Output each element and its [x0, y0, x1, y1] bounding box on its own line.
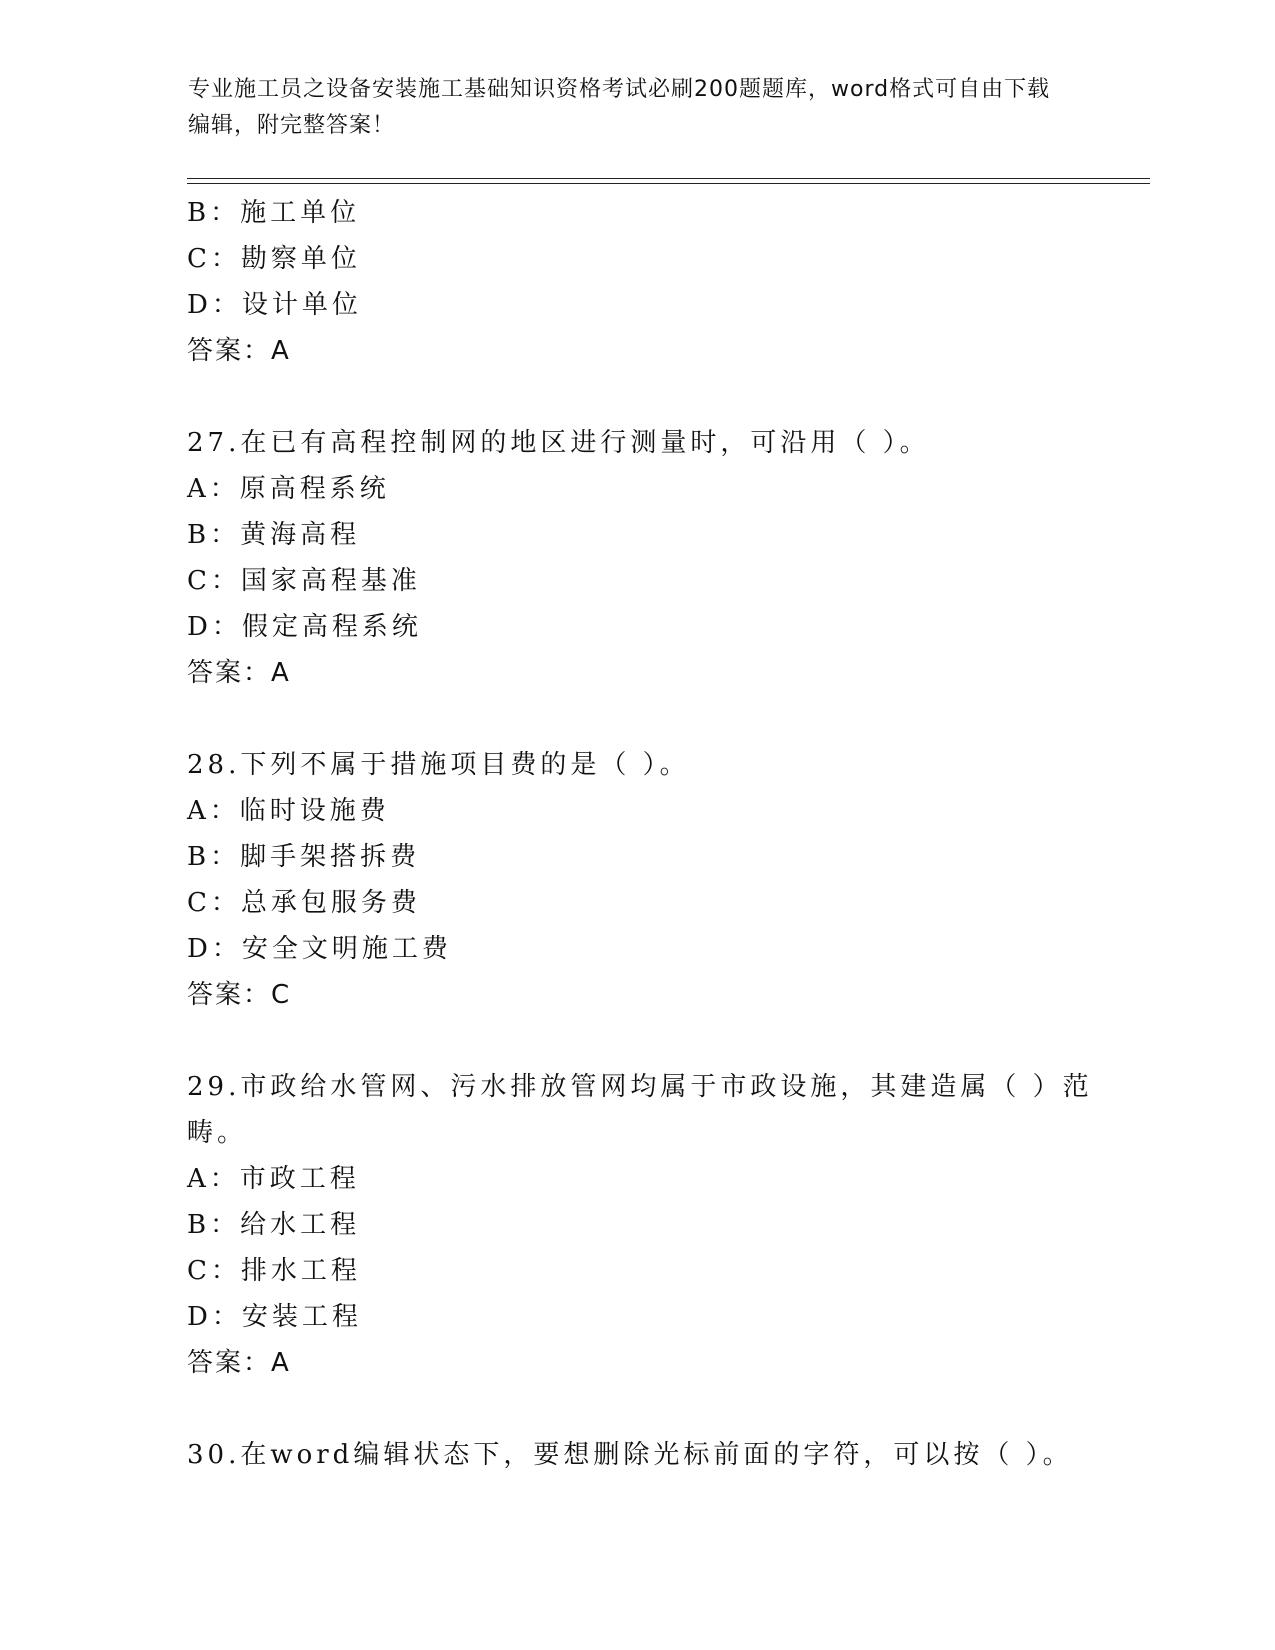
question-stem: 28.下列不属于措施项目费的是（ ）。 — [187, 750, 690, 780]
option-b: B：施工单位 — [187, 198, 361, 228]
question-stem-line-2: 畴。 — [187, 1118, 248, 1148]
option-a: A：原高程系统 — [187, 474, 390, 504]
option-c: C：总承包服务费 — [187, 888, 421, 918]
option-c: C：勘察单位 — [187, 244, 361, 274]
header-rule-top — [187, 178, 1150, 179]
option-d: D：安全文明施工费 — [187, 934, 452, 964]
option-c: C：排水工程 — [187, 1256, 361, 1286]
answer-line: 答案：A — [187, 1348, 291, 1378]
option-a: A：市政工程 — [187, 1164, 360, 1194]
option-a: A：临时设施费 — [187, 796, 390, 826]
option-d: D：设计单位 — [187, 290, 362, 320]
answer-line: 答案：A — [187, 658, 291, 688]
question-list — [187, 190, 1093, 1478]
spacer — [187, 1386, 1087, 1432]
question-stem: 30.在word编辑状态下，要想删除光标前面的字符，可以按（ ）。 — [187, 1440, 1073, 1470]
option-b: B：给水工程 — [187, 1210, 361, 1240]
question-stem-line-1: 29.市政给水管网、污水排放管网均属于市政设施，其建造属（ ）范 — [187, 1072, 1093, 1102]
option-b: B：黄海高程 — [187, 520, 361, 550]
question-stem: 27.在已有高程控制网的地区进行测量时，可沿用（ ）。 — [187, 428, 930, 458]
answer-line: 答案：A — [187, 336, 291, 366]
question-29 — [187, 1064, 1093, 1386]
option-c: C：国家高程基准 — [187, 566, 421, 596]
document-header: 专业施工员之设备安装施工基础知识资格考试必刷200题题库，word格式可自由下载编辑，附完整答案！ — [188, 77, 1051, 138]
question-27 — [187, 420, 1087, 696]
option-d: D：假定高程系统 — [187, 612, 422, 642]
question-26-tail — [187, 190, 1087, 374]
header-rule-bottom — [187, 183, 1150, 184]
spacer — [187, 374, 1087, 420]
spacer — [187, 1018, 1087, 1064]
spacer — [187, 696, 1087, 742]
question-30 — [187, 1432, 1087, 1478]
question-28 — [187, 742, 1087, 1018]
option-d: D：安装工程 — [187, 1302, 362, 1332]
option-b: B：脚手架搭拆费 — [187, 842, 421, 872]
answer-line: 答案：C — [187, 980, 292, 1010]
